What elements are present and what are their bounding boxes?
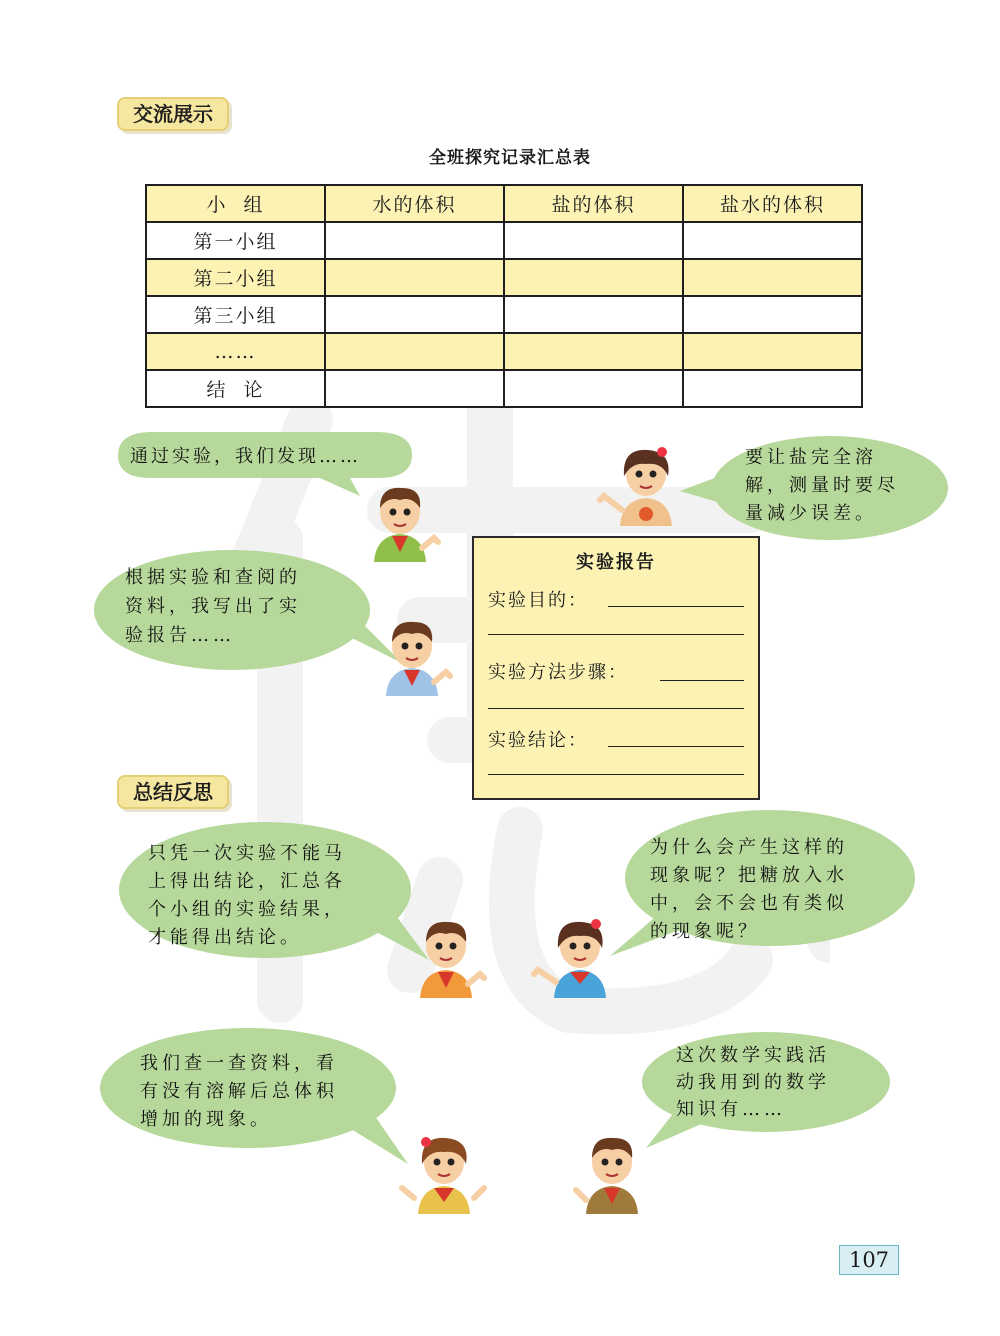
table-row	[146, 259, 862, 296]
summary-table	[145, 184, 863, 408]
table-cell	[325, 333, 504, 370]
girl-illustration	[530, 912, 620, 998]
bubble-line: 资料，我写出了实	[125, 596, 301, 617]
table-cell	[504, 370, 683, 407]
bubble-line: 个小组的实验结果，	[148, 899, 346, 920]
table-row	[146, 222, 862, 259]
bubble-text-7	[676, 1042, 830, 1123]
bubble-line: 才能得出结论。	[148, 927, 302, 948]
report-fill-line	[608, 606, 744, 607]
section-tag-summary	[117, 775, 229, 809]
bubble-line: 要让盐完全溶	[745, 447, 877, 468]
row-label: 第三小组	[146, 296, 325, 333]
section-tag-label: 总结反思	[133, 780, 213, 804]
bubble-line: 增加的现象。	[140, 1109, 272, 1130]
report-title: 实验报告	[576, 552, 656, 573]
table-row	[146, 370, 862, 407]
table-cell	[683, 259, 862, 296]
section-tag-exchange	[117, 97, 229, 131]
bubble-line: 现象呢？把糖放入水	[650, 865, 848, 886]
bubble-line: 量减少误差。	[745, 503, 877, 524]
table-cell	[325, 259, 504, 296]
bubble-line: 为什么会产生这样的	[650, 837, 848, 858]
table-cell	[504, 296, 683, 333]
bubble-line: 这次数学实践活	[676, 1045, 830, 1066]
table-cell	[325, 296, 504, 333]
page-number: 107	[839, 1245, 899, 1275]
bubble-line: 上得出结论，汇总各	[148, 871, 346, 892]
boy-illustration	[372, 612, 452, 696]
row-label: 结 论	[146, 370, 325, 407]
row-label: 第二小组	[146, 259, 325, 296]
bubble-line: 知识有……	[676, 1099, 786, 1120]
table-cell	[683, 370, 862, 407]
table-row	[146, 296, 862, 333]
bubble-text-4	[148, 840, 346, 952]
table-row	[146, 333, 862, 370]
bubble-line: 我们查一查资料，看	[140, 1053, 338, 1074]
bubble-line: 的现象呢？	[650, 921, 760, 942]
bubble-line: 有没有溶解后总体积	[140, 1081, 338, 1102]
report-fill-line	[488, 774, 744, 775]
bubble-line: 只凭一次实验不能马	[148, 843, 346, 864]
report-fill-line	[488, 708, 744, 709]
bubble-text-2	[745, 444, 899, 528]
bubble-line: 解，测量时要尽	[745, 475, 899, 496]
report-fill-line	[660, 680, 744, 681]
table-cell	[683, 296, 862, 333]
table-header-row	[146, 185, 862, 222]
bubble-line: 动我用到的数学	[676, 1072, 830, 1093]
bubble-text-6	[140, 1050, 338, 1134]
girl-illustration	[596, 440, 686, 526]
bubble-text-1: 通过实验，我们发现……	[130, 446, 361, 467]
column-header: 水的体积	[325, 185, 504, 222]
bubble-line: 根据实验和查阅的	[125, 567, 301, 588]
table-cell	[504, 333, 683, 370]
report-method-label: 实验方法步骤：	[488, 662, 628, 683]
bubble-text-5	[650, 834, 848, 946]
column-header: 盐的体积	[504, 185, 683, 222]
table-cell	[683, 333, 862, 370]
table-cell	[504, 259, 683, 296]
column-header: 小 组	[146, 185, 325, 222]
row-label: 第一小组	[146, 222, 325, 259]
report-fill-line	[488, 634, 744, 635]
table-cell	[325, 370, 504, 407]
boy-illustration	[360, 478, 440, 562]
boy-illustration	[572, 1128, 652, 1214]
report-purpose-label: 实验目的：	[488, 590, 588, 611]
column-header: 盐水的体积	[683, 185, 862, 222]
report-conclusion-label: 实验结论：	[488, 730, 588, 751]
table-title: 全班探究记录汇总表	[429, 148, 591, 168]
table-cell	[504, 222, 683, 259]
bubble-line: 中，会不会也有类似	[650, 893, 848, 914]
bubble-line: 验报告……	[125, 625, 235, 646]
experiment-report-box	[472, 536, 760, 800]
girl-illustration	[398, 1128, 488, 1214]
table-cell	[325, 222, 504, 259]
section-tag-label: 交流展示	[133, 102, 213, 126]
row-label: ……	[146, 333, 325, 370]
boy-illustration	[406, 912, 486, 998]
report-fill-line	[608, 746, 744, 747]
bubble-text-3	[125, 563, 301, 650]
table-cell	[683, 222, 862, 259]
